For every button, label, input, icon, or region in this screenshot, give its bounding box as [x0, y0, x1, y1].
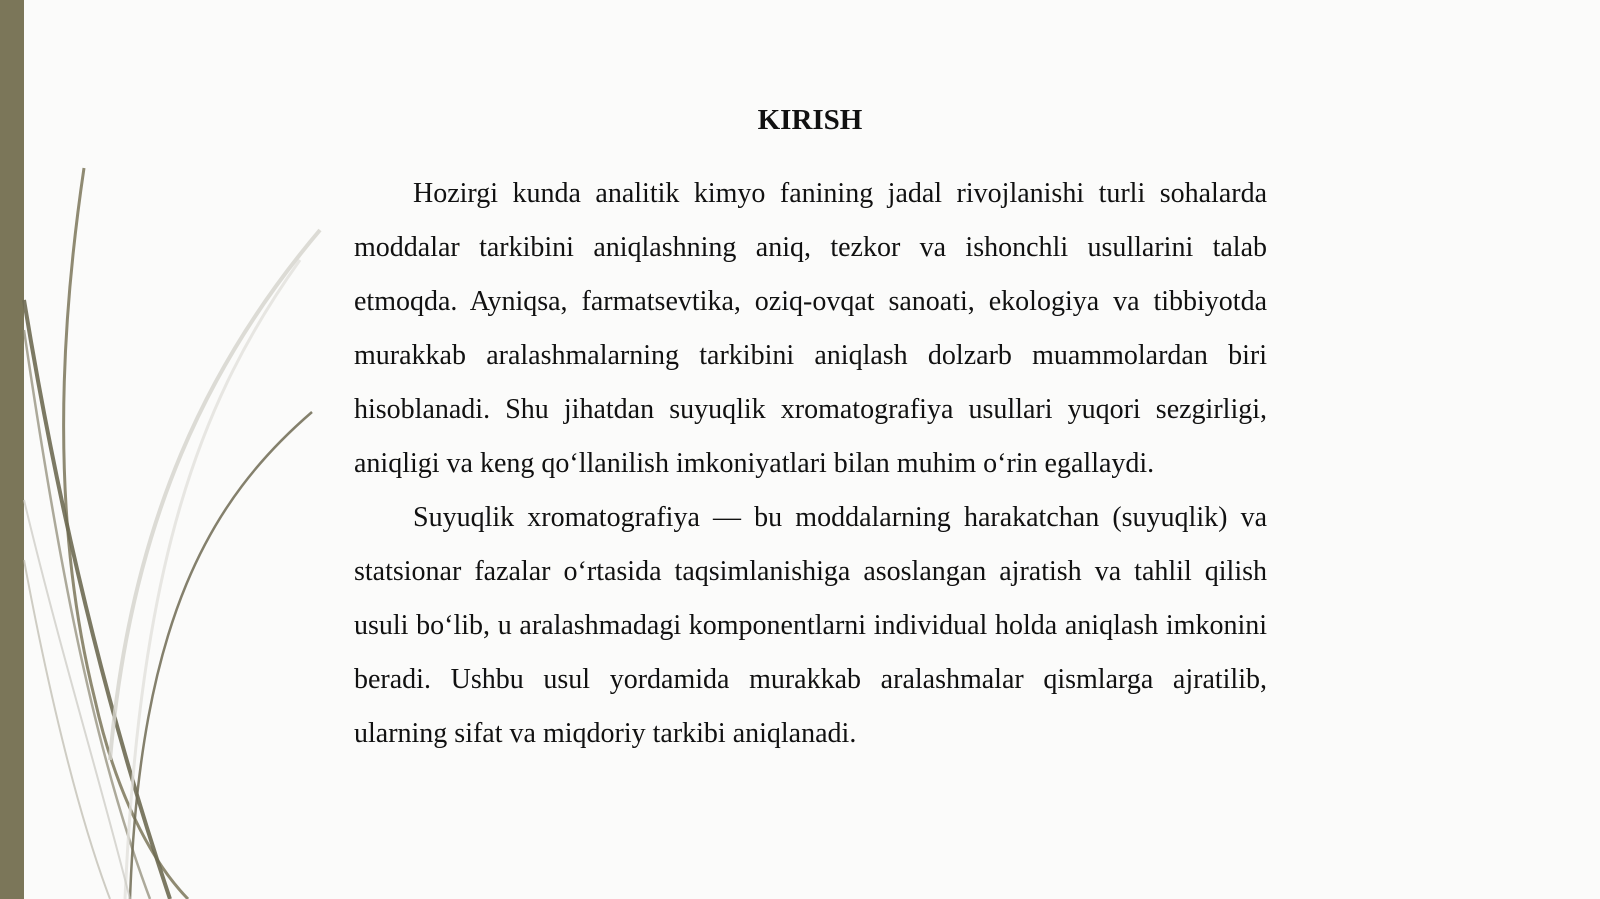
page-title: KIRISH: [757, 104, 863, 136]
paragraph: Suyuqlik xromatografiya — bu moddalarning harakatchan (suyuqlik) va statsionar fazalar o‘rtasida taqsimlanishiga asoslangan ajratish va tahlil qilish usuli bo‘lib, u aralashmadagi komponentlarni individual holda aniqlash imkonini beradi. Ushbu usul yordamida murakkab aralashmalar qismlarga ajratilib, ularning sifat va miqdoriy tarkibi aniqlanadi.: [354, 502, 1267, 749]
body-text: [354, 167, 1267, 761]
paragraph: Hozirgi kunda analitik kimyo fanining jadal rivojlanishi turli sohalarda moddalar tarkibini aniqlashning aniq, tezkor va ishonchli usullarini talab etmoqda. Ayniqsa, farmatsevtika, oziq-ovqat sanoati, ekologiya va tibbiyotda murakkab aralashmalarning tarkibini aniqlash dolzarb muammolardan biri hisoblanadi. Shu jihatdan suyuqlik xromatografiya usullari yuqori sezgirligi, aniqligi va keng qo‘llanilish imkoniyatlari bilan muhim o‘rin egallaydi.: [354, 178, 1267, 479]
